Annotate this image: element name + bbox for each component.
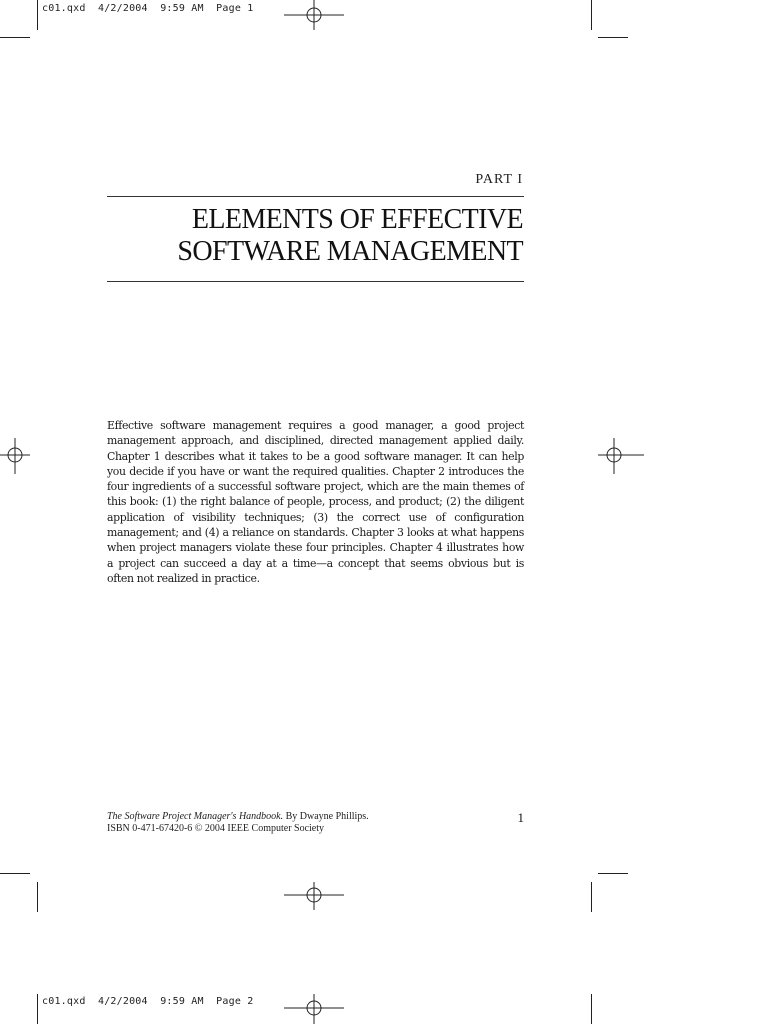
title-rule-bottom <box>107 281 524 282</box>
part-label: PART I <box>475 172 523 187</box>
part-title <box>177 204 523 268</box>
registration-mark-top <box>284 0 344 36</box>
registration-mark-bottom <box>284 878 344 914</box>
crop-mark <box>598 37 628 38</box>
registration-mark-left <box>0 438 45 474</box>
crop-mark <box>37 0 38 30</box>
registration-mark-next-page <box>284 992 344 1024</box>
footer-credit <box>107 811 524 835</box>
crop-mark <box>591 994 592 1024</box>
crop-mark <box>598 873 628 874</box>
crop-mark <box>37 994 38 1024</box>
crop-mark <box>591 882 592 912</box>
printer-slug-top: c01.qxd 4/2/2004 9:59 AM Page 1 <box>42 3 254 14</box>
footer-isbn: ISBN 0-471-67420-6 © 2004 IEEE Computer Society <box>107 823 325 834</box>
registration-mark-right <box>584 438 644 474</box>
page-number: 1 <box>517 810 524 825</box>
crop-mark <box>37 882 38 912</box>
book-author: By Dwayne Phillips. <box>283 811 369 822</box>
part-title-line: SOFTWARE MANAGEMENT <box>177 236 523 267</box>
title-rule-top <box>107 196 524 197</box>
footer-citation-line <box>107 811 524 823</box>
printer-slug-bottom: c01.qxd 4/2/2004 9:59 AM Page 2 <box>42 996 254 1007</box>
crop-mark <box>591 0 592 30</box>
crop-mark <box>0 873 30 874</box>
crop-mark <box>0 37 30 38</box>
book-title: The Software Project Manager's Handbook. <box>107 811 284 822</box>
intro-paragraph: Effective software management requires a good manager, a good project management approach, and disciplined, directed management applied daily. Chapter 1 describes what it takes to be a good software manager. It can help you decide if you have or want the required qualities. Chapter 2 introduces the four ingredients of a successful software project, which are the main themes of this book: (1) the right balance of people, process, and product; (2) the diligent application of visibility techniques; (3) the correct use of configuration management; and (4) a reliance on standards. Chapter 3 looks at what happens when project managers violate these four principles. Chapter 4 illustrates how a project can succeed a day at a time—a concept that seems obvious but is often not realized in practice. <box>107 419 524 585</box>
part-title-line: ELEMENTS OF EFFECTIVE <box>191 204 523 235</box>
